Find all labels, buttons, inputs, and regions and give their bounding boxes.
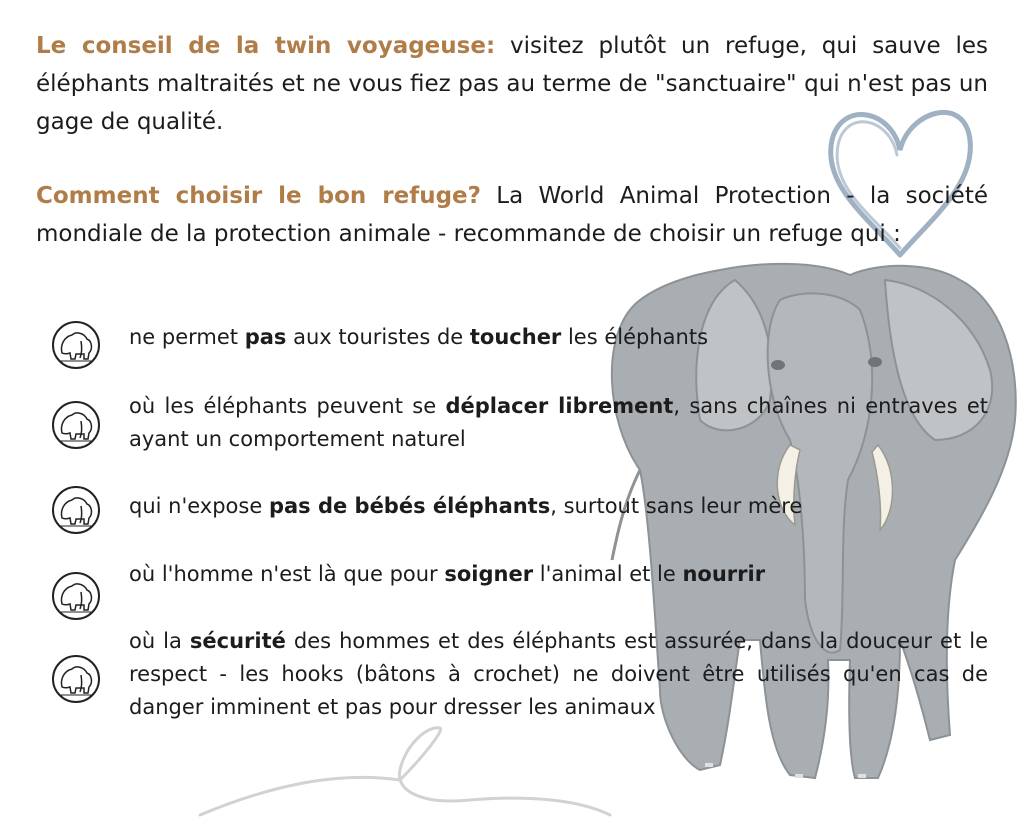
elephants-badge-icon <box>52 572 100 620</box>
question-highlight: Comment choisir le bon refuge? <box>36 183 481 209</box>
elephants-badge-icon <box>52 321 100 369</box>
item-text: qui n'expose pas de bébés éléphants, surtout sans leur mère <box>129 494 803 518</box>
intro-highlight: Le conseil de la twin voyageuse: <box>36 33 496 59</box>
item-text: où la sécurité des hommes et des éléphants est assurée, dans la douceur et le respect - les hooks (bâtons à crochet) ne doivent être utilisés qu'en cas de danger imminent et pas pour dresser les animaux <box>129 629 988 719</box>
intro-text: visitez plutôt un refuge, qui sauve les éléphants maltraités et ne vous fiez pas au terme de "sanctuaire" qui n'est pas un gage de qualité. <box>36 33 988 135</box>
item-text: ne permet pas aux touristes de toucher les éléphants <box>129 325 709 349</box>
question-paragraph <box>36 177 988 253</box>
item-text: où l'homme n'est là que pour soigner l'animal et le nourrir <box>129 562 766 586</box>
intro-paragraph <box>36 27 988 141</box>
elephants-badge-icon <box>52 486 100 534</box>
elephants-badge-icon <box>52 655 100 703</box>
elephants-badge-icon <box>52 401 100 449</box>
item-text: où les éléphants peuvent se déplacer librement, sans chaînes ni entraves et ayant un comportement naturel <box>129 394 988 451</box>
question-text: La World Animal Protection - la société mondiale de la protection animale - recommande de choisir un refuge qui : <box>36 183 988 247</box>
